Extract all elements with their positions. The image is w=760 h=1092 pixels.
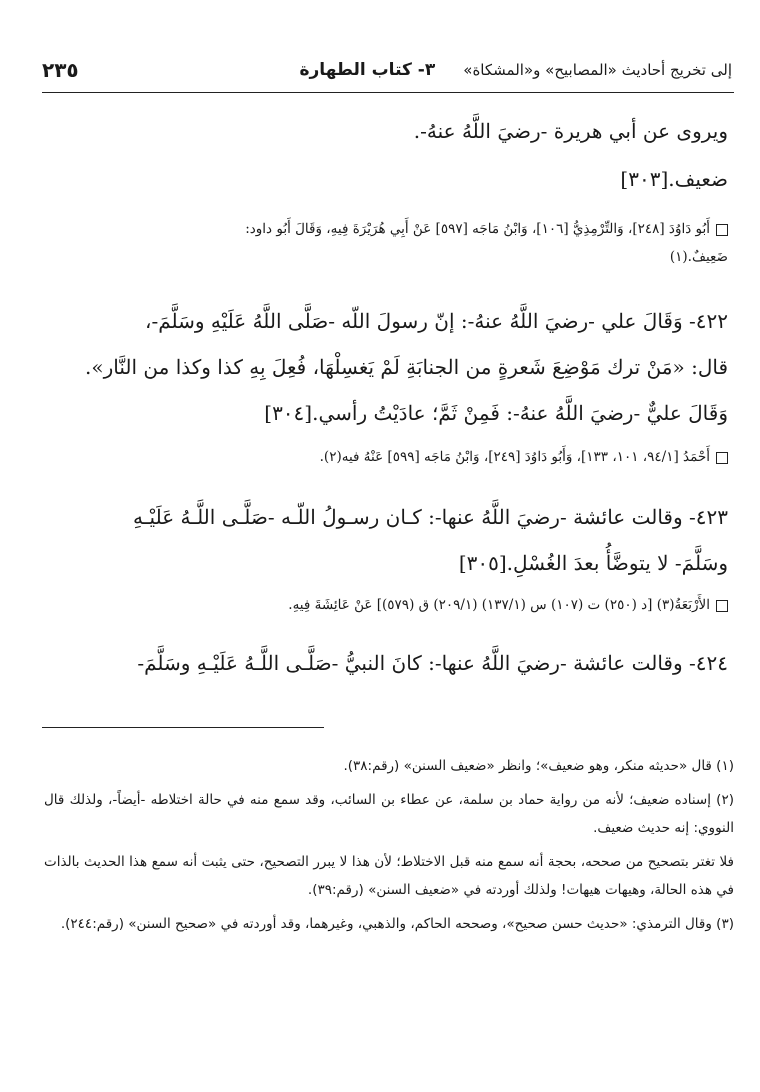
grade-303: ضعيف.[٣٠٣] [620, 167, 728, 191]
footnote-separator [42, 727, 324, 728]
header-titles [299, 60, 732, 80]
hadith-423-line2: وسَلَّمَ- لا يتوضَّأُ بعدَ الغُسْلِ.[٣٠٥] [458, 551, 728, 575]
hadith-422-line3: وَقَالَ عليٌّ -رضيَ اللَّهُ عنهُ-: فَمِنْ ثَمَّ؛ عادَيْتُ رأسي.[٣٠٤] [264, 401, 728, 425]
footnote-2-b: فلا تغتر بتصحيح من صححه، بحجة أنه سمع منه قبل الاختلاط؛ لأن هذا لا يبرر التصحيح، حتى يثبت أنه سمع هذا الحديث بالذات في هذه الحالة، وهيهات هيهات! ولذلك أوردته في «ضعيف السنن» (رقم:٣٩). [44, 854, 734, 898]
chapter-title: ٣- كتاب الطهارة [299, 60, 436, 80]
page-number: ٢٣٥ [42, 58, 79, 82]
takhrij-422-text: أَحْمَدُ [٩٤/١، ١٠١، ١٣٣]، وَأَبُو دَاوُدَ [٢٤٩]، وَابْنُ مَاجَه [٥٩٩] عَنْهُ فيه(٢). [319, 449, 710, 465]
hadith-423-line1: ٤٢٣- وقالت عائشة -رضيَ اللَّهُ عنها-: كـان رسـولُ اللّـه -صَلَّـى اللَّـهُ عَلَيْـهِ [132, 505, 728, 529]
takhrij-303-line1 [245, 218, 728, 240]
hadith-422-line2: قال: «مَنْ ترك مَوْضِعَ شَعرةٍ من الجنابَةِ لَمْ يَغسِلْهَا، فُعِلَ بِهِ كذا وكذا من النَّار». [85, 355, 728, 379]
running-header [42, 52, 732, 88]
hadith-422-line1: ٤٢٢- وَقَالَ علي -رضيَ اللَّهُ عنهُ-: إنّ رسولَ اللّه -صَلَّى اللَّهُ عَلَيْهِ وسَلَّمَ-، [144, 309, 728, 333]
footnote-3: (٣) وقال الترمذي: «حديث حسن صحيح»، وصححه الحاكم، والذهبي، وغيرهما، وقد أوردته في «صحيح السنن» (رقم:٢٤٤). [60, 916, 734, 932]
takhrij-422 [320, 446, 728, 468]
square-bullet-icon [716, 452, 728, 464]
square-bullet-icon [716, 600, 728, 612]
takhrij-303-line2: ضَعِيفٌ.(١) [669, 249, 728, 265]
footnotes [44, 752, 734, 944]
footnote-2-a: (٢) إسناده ضعيف؛ لأنه من رواية حماد بن سلمة، عن عطاء بن السائب، وقد سمع منه في حالة اختلاطه -أيضاً-، ولذلك قال النووي: إنه حديث ضعيف. [44, 792, 734, 836]
text-p1: ويروى عن أبي هريرة -رضيَ اللَّهُ عنهُ-. [413, 119, 728, 143]
takhrij-423 [288, 594, 728, 616]
header-rule [42, 92, 734, 93]
footnote-1: (١) قال «حديثه منكر، وهو ضعيف»؛ وانظر «ضعيف السنن» (رقم:٣٨). [343, 758, 734, 774]
square-bullet-icon [716, 224, 728, 236]
takhrij-423-text: الأَرْبَعَةُ(٣) [د (٢٥٠) ت (١٠٧) س (١٣٧/١) (٢٠٩/١) ق (٥٧٩)] عَنْ عَائِشَةَ فِيهِ. [288, 597, 710, 613]
book-title: إلى تخريج أحاديث «المصابيح» و«المشكاة» [463, 61, 732, 79]
hadith-424-line1: ٤٢٤- وقالت عائشة -رضيَ اللَّهُ عنها-: كانَ النبيُّ -صَلَّـى اللَّـهُ عَلَيْـهِ وسَلَّمَ- [137, 651, 728, 675]
takhrij-303-text: أَبُو دَاوُدَ [٢٤٨]، وَالتِّرْمِذِيُّ [١٠٦]، وَابْنُ مَاجَه [٥٩٧] عَنْ أَبِي هُرَيْرَةَ فِيهِ، وَقَالَ أَبُو داود: [245, 221, 710, 237]
